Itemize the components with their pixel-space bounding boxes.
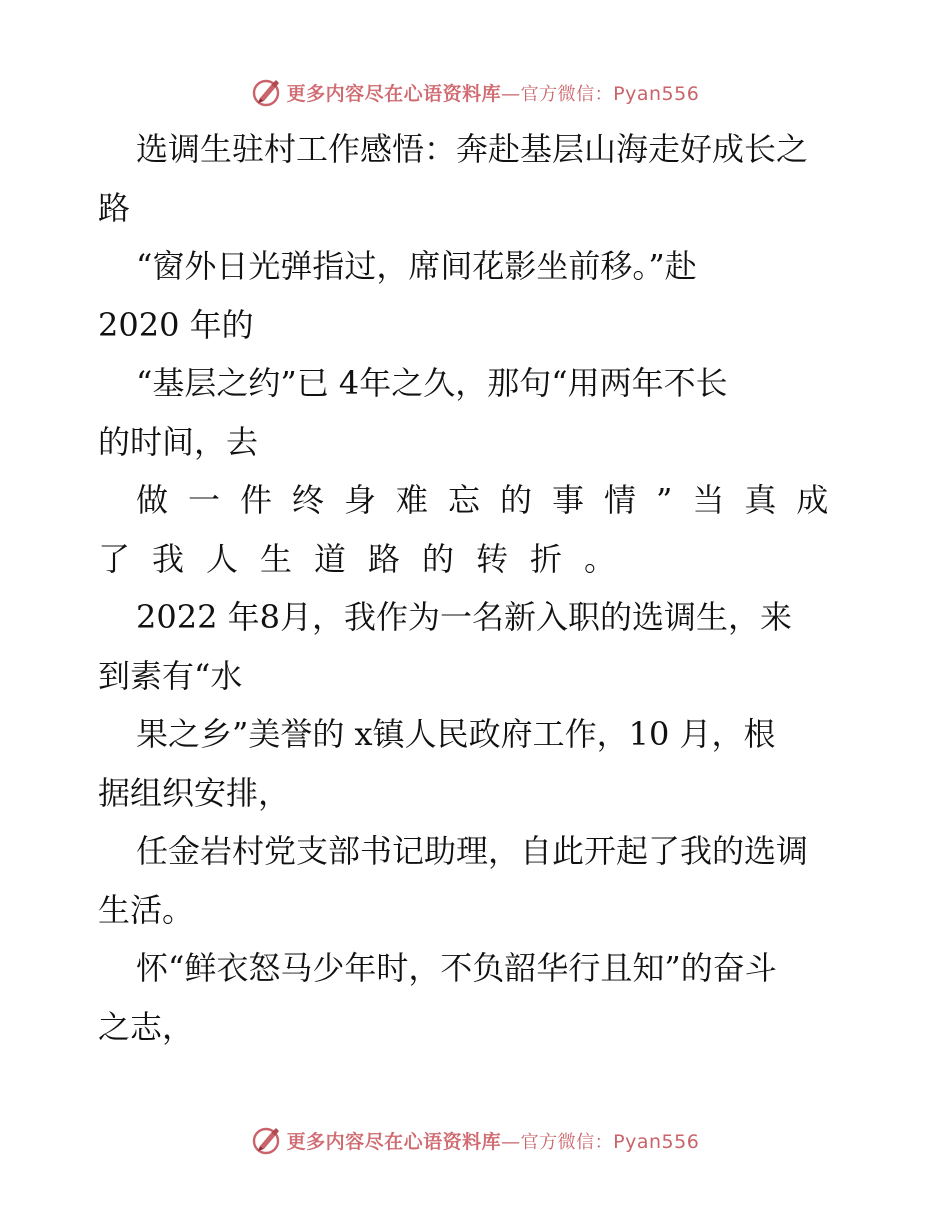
banner-brand: 更多内容尽在心语资料库 xyxy=(286,1130,502,1153)
text-line: 生活。 xyxy=(98,890,195,929)
text-line: 2020 年的 xyxy=(98,305,254,344)
text-line: 做一件终身难忘的事情”当真成 xyxy=(136,481,849,519)
footer-banner xyxy=(0,1120,950,1160)
banner-separator: — xyxy=(501,82,521,105)
document-body xyxy=(98,120,858,1056)
text-line: 的时间，去 xyxy=(98,422,259,461)
text-line: 路 xyxy=(98,188,131,227)
text-line: 之志， xyxy=(98,1007,195,1046)
banner-account: Pyan556 xyxy=(613,1130,700,1153)
pen-logo-icon xyxy=(251,1124,283,1156)
pen-logo-icon xyxy=(251,76,283,108)
banner-wechat-label: 官方微信： xyxy=(520,83,614,105)
banner-text xyxy=(287,79,700,106)
text-line: 选调生驻村工作感悟：奔赴基层山海走好成长之 xyxy=(136,130,809,168)
text-line: 到素有“水 xyxy=(98,656,243,695)
banner-brand: 更多内容尽在心语资料库 xyxy=(286,82,502,105)
text-line: 2022 年8月，我作为一名新入职的选调生，来 xyxy=(136,598,792,636)
banner-text xyxy=(287,1127,700,1154)
text-line: 据组织安排， xyxy=(98,773,291,812)
text-line: 果之乡”美誉的 x镇人民政府工作，10 月，根 xyxy=(136,715,776,753)
text-line: “基层之约”已 4年之久，那句“用两年不长 xyxy=(136,364,728,402)
text-line: “窗外日光弹指过，席间花影坐前移。”赴 xyxy=(136,247,697,285)
text-line: 了我人生道路的转折。 xyxy=(98,539,639,578)
banner-separator: — xyxy=(501,1130,521,1153)
text-line: 怀“鲜衣怒马少年时，不负韶华行且知”的奋斗 xyxy=(136,949,777,987)
banner-wechat-label: 官方微信： xyxy=(520,1131,614,1153)
header-banner xyxy=(0,72,950,112)
banner-account: Pyan556 xyxy=(613,82,700,105)
text-line: 任金岩村党支部书记助理，自此开起了我的选调 xyxy=(136,832,809,870)
